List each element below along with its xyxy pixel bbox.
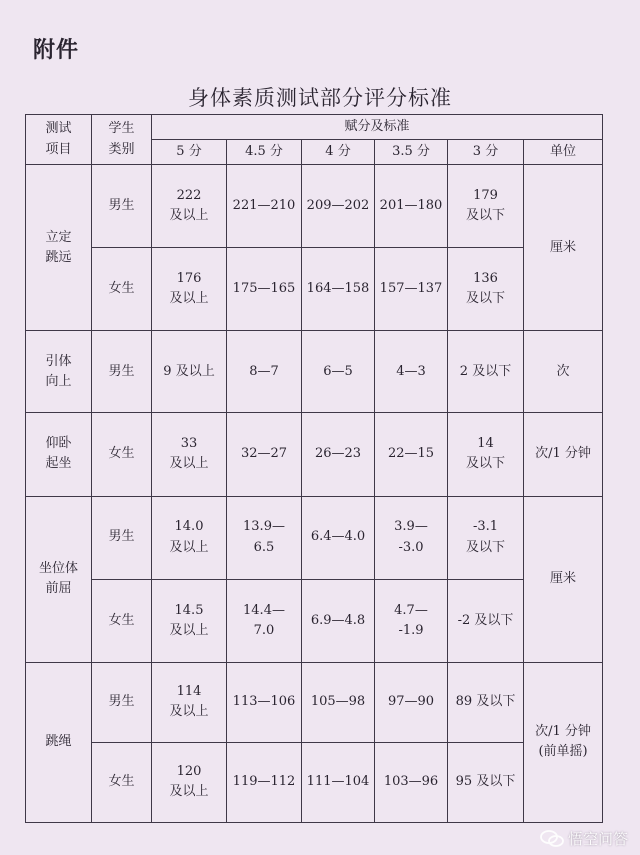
test-item-name: 前屈 bbox=[45, 581, 72, 597]
score-value: 179 bbox=[473, 187, 498, 203]
attachment-label: 附件 bbox=[33, 38, 80, 63]
score-value: 及以下 bbox=[465, 208, 505, 224]
score-cell bbox=[302, 331, 375, 413]
test-item-name: 引体 bbox=[45, 353, 72, 369]
header-item-line: 测试 bbox=[45, 121, 72, 137]
score-value: 及以上 bbox=[169, 291, 209, 307]
unit-text: 厘米 bbox=[550, 239, 577, 255]
score-value: -2 及以下 bbox=[457, 612, 514, 628]
test-item-cell bbox=[26, 496, 92, 662]
table-row bbox=[26, 662, 603, 742]
score-value: 8—7 bbox=[249, 363, 279, 379]
header-category bbox=[92, 115, 152, 165]
test-item-name: 仰卧 bbox=[45, 436, 72, 452]
score-cell bbox=[448, 331, 524, 413]
score-cell bbox=[375, 248, 448, 331]
score-value: 14.0 bbox=[174, 519, 204, 535]
score-cell bbox=[302, 165, 375, 248]
unit-cell bbox=[524, 496, 603, 662]
score-cell bbox=[302, 742, 375, 822]
score-value: 95 及以下 bbox=[455, 774, 516, 790]
score-value: 3.9— bbox=[394, 519, 428, 535]
score-cell bbox=[227, 496, 302, 579]
score-value: 89 及以下 bbox=[455, 694, 516, 710]
header-score: 4.5 分 bbox=[227, 140, 302, 165]
score-cell bbox=[302, 496, 375, 579]
unit-text: 次/1 分钟 bbox=[535, 724, 591, 740]
score-value: 97—90 bbox=[387, 694, 435, 710]
unit-cell bbox=[524, 165, 603, 331]
score-value: 22—15 bbox=[387, 446, 435, 462]
score-cell bbox=[227, 579, 302, 662]
test-item-name: 向上 bbox=[45, 373, 72, 389]
score-cell bbox=[227, 413, 302, 496]
score-cell bbox=[152, 496, 227, 579]
score-cell bbox=[152, 248, 227, 331]
score-cell bbox=[375, 742, 448, 822]
student-category-cell: 女生 bbox=[92, 579, 152, 662]
score-cell bbox=[152, 662, 227, 742]
score-value: 136 bbox=[473, 271, 498, 287]
header-category-line: 类别 bbox=[108, 141, 135, 157]
score-value: -3.0 bbox=[398, 539, 424, 555]
score-value: 103—96 bbox=[383, 774, 439, 790]
test-item-cell bbox=[26, 413, 92, 496]
score-value: 176 bbox=[176, 271, 202, 287]
table-row bbox=[26, 413, 603, 496]
score-cell bbox=[448, 496, 524, 579]
score-cell bbox=[227, 248, 302, 331]
score-value: 26—23 bbox=[314, 446, 362, 462]
student-category-cell: 女生 bbox=[92, 413, 152, 496]
score-value: 及以下 bbox=[465, 291, 505, 307]
table-row bbox=[26, 165, 603, 248]
score-value: 6.4—4.0 bbox=[310, 529, 366, 545]
header-item-line: 项目 bbox=[45, 141, 72, 157]
test-item-name: 跳远 bbox=[45, 249, 72, 265]
score-value: -3.1 bbox=[472, 519, 499, 535]
score-value: 9 及以上 bbox=[163, 363, 215, 379]
header-score: 4 分 bbox=[302, 140, 375, 165]
score-value: 105—98 bbox=[310, 694, 366, 710]
score-value: 及以上 bbox=[169, 208, 209, 224]
test-item-cell bbox=[26, 165, 92, 331]
score-cell bbox=[152, 413, 227, 496]
score-cell bbox=[227, 742, 302, 822]
test-item-name: 坐位体 bbox=[38, 560, 78, 576]
score-value: 33 bbox=[180, 436, 198, 452]
table-row bbox=[26, 579, 603, 662]
score-value: 14.5 bbox=[174, 602, 204, 618]
score-value: 6.5 bbox=[253, 539, 275, 555]
score-cell bbox=[448, 662, 524, 742]
score-value: 164—158 bbox=[306, 281, 370, 297]
table-row bbox=[26, 248, 603, 331]
score-cell bbox=[302, 579, 375, 662]
table-row bbox=[26, 496, 603, 579]
page-title: 身体素质测试部分评分标准 bbox=[188, 86, 452, 110]
unit-text: 次/1 分钟 bbox=[535, 446, 591, 462]
score-value: 2 及以下 bbox=[459, 363, 512, 379]
unit-text: 厘米 bbox=[550, 571, 577, 587]
test-item-name: 跳绳 bbox=[45, 734, 72, 750]
score-value: 221—210 bbox=[232, 198, 296, 214]
chat-bubbles-icon bbox=[540, 829, 564, 849]
header-row bbox=[26, 115, 603, 140]
unit-cell bbox=[524, 413, 603, 496]
score-value: 32—27 bbox=[240, 446, 288, 462]
score-value: 201—180 bbox=[379, 198, 443, 214]
score-cell bbox=[375, 579, 448, 662]
header-category-line: 学生 bbox=[108, 121, 135, 137]
score-value: 及以上 bbox=[169, 622, 209, 638]
score-value: 6.9—4.8 bbox=[310, 612, 366, 628]
unit-cell bbox=[524, 331, 603, 413]
score-cell bbox=[302, 248, 375, 331]
score-value: 及以上 bbox=[169, 456, 209, 472]
student-category-cell: 女生 bbox=[92, 248, 152, 331]
header-score-group: 赋分及标准 bbox=[152, 115, 603, 140]
score-value: 120 bbox=[176, 764, 202, 780]
score-value: 14.4— bbox=[243, 602, 285, 618]
student-category-cell: 女生 bbox=[92, 742, 152, 822]
score-cell bbox=[227, 662, 302, 742]
score-cell bbox=[152, 331, 227, 413]
header-item bbox=[26, 115, 92, 165]
unit-text: 次 bbox=[556, 363, 570, 379]
score-value: 114 bbox=[176, 684, 202, 700]
table-row bbox=[26, 331, 603, 413]
score-value: 6—5 bbox=[323, 363, 353, 379]
watermark-text: 悟空问答 bbox=[567, 830, 628, 848]
score-value: 119—112 bbox=[232, 774, 296, 790]
score-cell bbox=[227, 331, 302, 413]
score-cell bbox=[227, 165, 302, 248]
test-item-cell bbox=[26, 331, 92, 413]
score-cell bbox=[448, 579, 524, 662]
score-value: 209—202 bbox=[306, 198, 370, 214]
header-score: 3 分 bbox=[448, 140, 524, 165]
test-item-cell bbox=[26, 662, 92, 822]
scoring-standards-table bbox=[25, 114, 603, 823]
score-value: 175—165 bbox=[232, 281, 296, 297]
score-cell bbox=[448, 742, 524, 822]
score-value: 113—106 bbox=[232, 694, 296, 710]
score-cell bbox=[152, 579, 227, 662]
score-value: 14 bbox=[477, 436, 494, 452]
score-cell bbox=[302, 413, 375, 496]
header-unit: 单位 bbox=[524, 140, 603, 165]
score-cell bbox=[448, 248, 524, 331]
score-value: 及以上 bbox=[169, 704, 209, 720]
score-cell bbox=[448, 413, 524, 496]
score-cell bbox=[152, 165, 227, 248]
score-value: 及以下 bbox=[465, 456, 505, 472]
score-value: 及以上 bbox=[169, 539, 209, 555]
score-value: 及以下 bbox=[465, 539, 505, 555]
score-value: 及以上 bbox=[169, 784, 209, 800]
score-cell bbox=[375, 165, 448, 248]
header-score: 3.5 分 bbox=[375, 140, 448, 165]
score-value: 7.0 bbox=[253, 622, 275, 638]
score-value: 4.7— bbox=[394, 602, 428, 618]
score-cell bbox=[375, 331, 448, 413]
score-value: 4—3 bbox=[396, 363, 426, 379]
header-score: 5 分 bbox=[152, 140, 227, 165]
unit-cell bbox=[524, 662, 603, 822]
student-category-cell: 男生 bbox=[92, 331, 152, 413]
score-value: 111—104 bbox=[306, 774, 370, 790]
unit-text: (前单摇) bbox=[538, 744, 588, 760]
score-cell bbox=[448, 165, 524, 248]
test-item-name: 立定 bbox=[45, 229, 72, 245]
student-category-cell: 男生 bbox=[92, 165, 152, 248]
score-cell bbox=[302, 662, 375, 742]
test-item-name: 起坐 bbox=[45, 456, 72, 472]
score-cell bbox=[152, 742, 227, 822]
table-row bbox=[26, 742, 603, 822]
score-cell bbox=[375, 413, 448, 496]
score-value: 157—137 bbox=[379, 281, 443, 297]
score-value: -1.9 bbox=[398, 622, 424, 638]
score-cell bbox=[375, 496, 448, 579]
score-cell bbox=[375, 662, 448, 742]
score-value: 222 bbox=[176, 187, 202, 203]
student-category-cell: 男生 bbox=[92, 496, 152, 579]
watermark bbox=[540, 828, 628, 849]
student-category-cell: 男生 bbox=[92, 662, 152, 742]
score-value: 13.9— bbox=[243, 519, 285, 535]
